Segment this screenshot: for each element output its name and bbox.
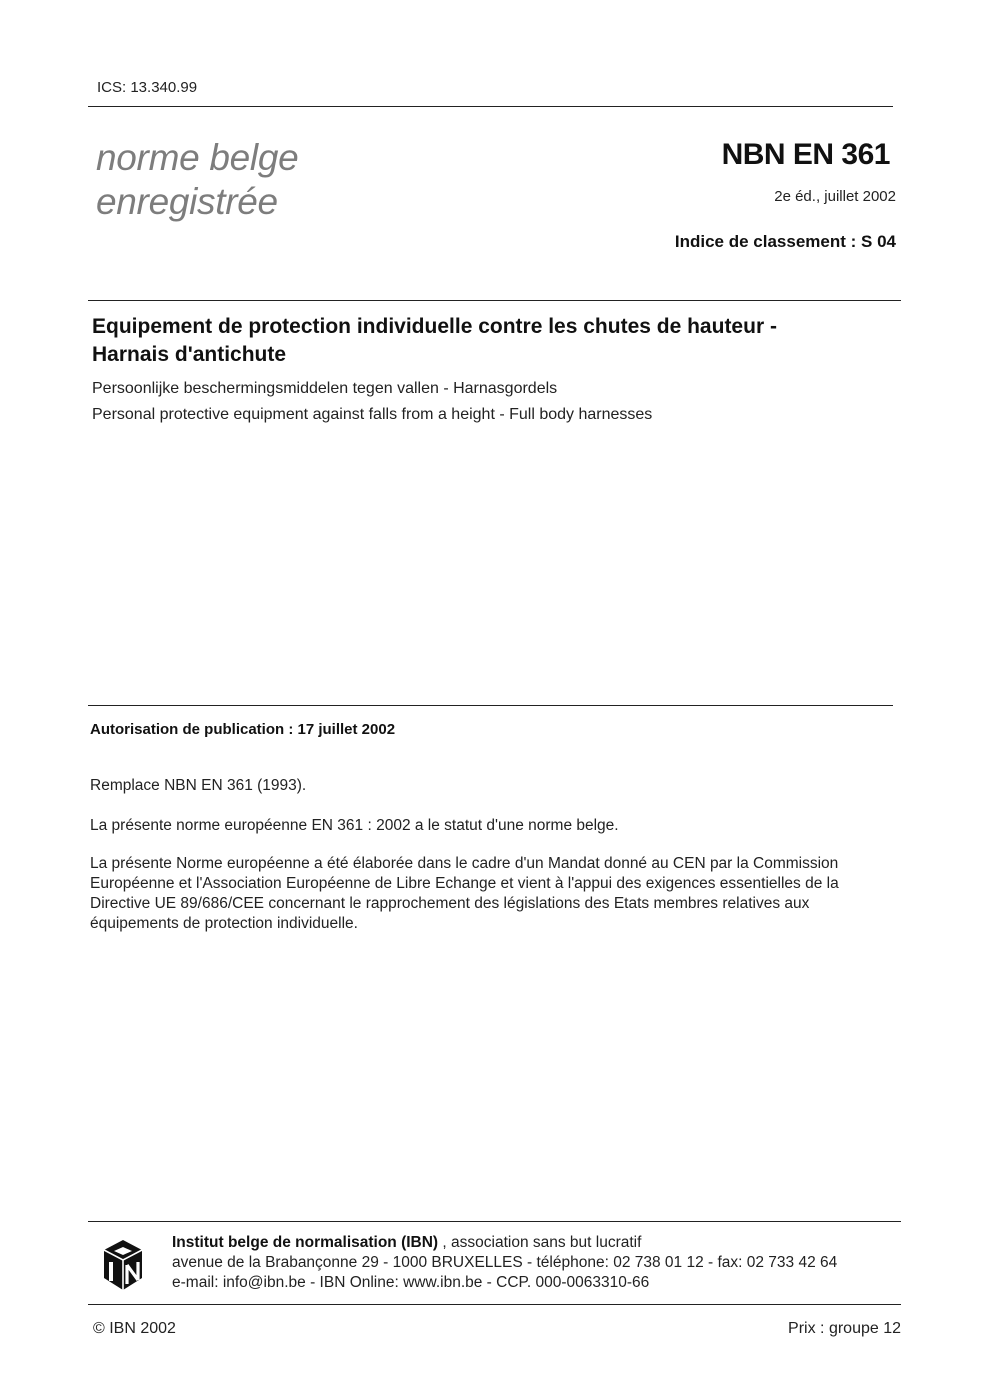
title-french	[92, 313, 777, 369]
title-english: Personal protective equipment against falls from a height - Full body harnesses	[92, 406, 653, 423]
brand-line-1: norme belge	[96, 137, 299, 178]
brand-line-2: enregistrée	[96, 181, 278, 222]
mandate-line-4: équipements de protection individuelle.	[90, 915, 358, 932]
header-divider	[88, 106, 893, 107]
title-divider	[88, 300, 901, 301]
classification-index: Indice de classement : S 04	[674, 232, 896, 251]
status-statement: La présente norme européenne EN 361 : 2002 a le statut d'une norme belge.	[90, 817, 619, 834]
mandate-paragraph	[90, 854, 900, 934]
title-french-line-2: Harnais d'antichute	[92, 343, 287, 366]
ibn-logo-icon	[96, 1238, 150, 1292]
footer-bottom-divider	[88, 1304, 901, 1305]
standard-code: NBN EN 361	[721, 138, 890, 171]
mandate-line-3: Directive UE 89/686/CEE concernant le rapprochement des législations des Etats membres relatives aux	[90, 895, 810, 912]
body-divider	[88, 705, 893, 706]
institute-type: , association sans but lucratif	[438, 1234, 642, 1251]
institute-contact: e-mail: info@ibn.be - IBN Online: www.ibn.be - CCP. 000-0063310-66	[172, 1274, 650, 1291]
title-french-line-1: Equipement de protection individuelle contre les chutes de hauteur -	[92, 315, 777, 338]
title-dutch: Persoonlijke beschermingsmiddelen tegen vallen - Harnasgordels	[92, 380, 558, 397]
mandate-line-2: Européenne et l'Association Européenne de Libre Echange et vient à l'appui des exigences essentielles de la	[90, 875, 839, 892]
institute-address: avenue de la Brabançonne 29 - 1000 BRUXELLES - téléphone: 02 738 01 12 - fax: 02 733 42 64	[172, 1254, 838, 1271]
price-group: Prix : groupe 12	[788, 1320, 901, 1337]
institute-line-1	[172, 1233, 837, 1253]
mandate-line-1: La présente Norme européenne a été élaborée dans le cadre d'un Mandat donné au CEN par la Commission	[90, 855, 839, 872]
ics-code: ICS: 13.340.99	[97, 79, 198, 96]
footer-divider	[88, 1221, 901, 1222]
edition-date: 2e éd., juillet 2002	[774, 188, 896, 205]
document-type-label	[96, 136, 298, 224]
replaces-statement: Remplace NBN EN 361 (1993).	[90, 777, 307, 794]
institute-name: Institut belge de normalisation (IBN)	[172, 1234, 439, 1251]
publication-authorization: Autorisation de publication : 17 juillet 2002	[90, 721, 396, 738]
copyright: © IBN 2002	[93, 1320, 176, 1337]
institute-info	[172, 1233, 837, 1293]
